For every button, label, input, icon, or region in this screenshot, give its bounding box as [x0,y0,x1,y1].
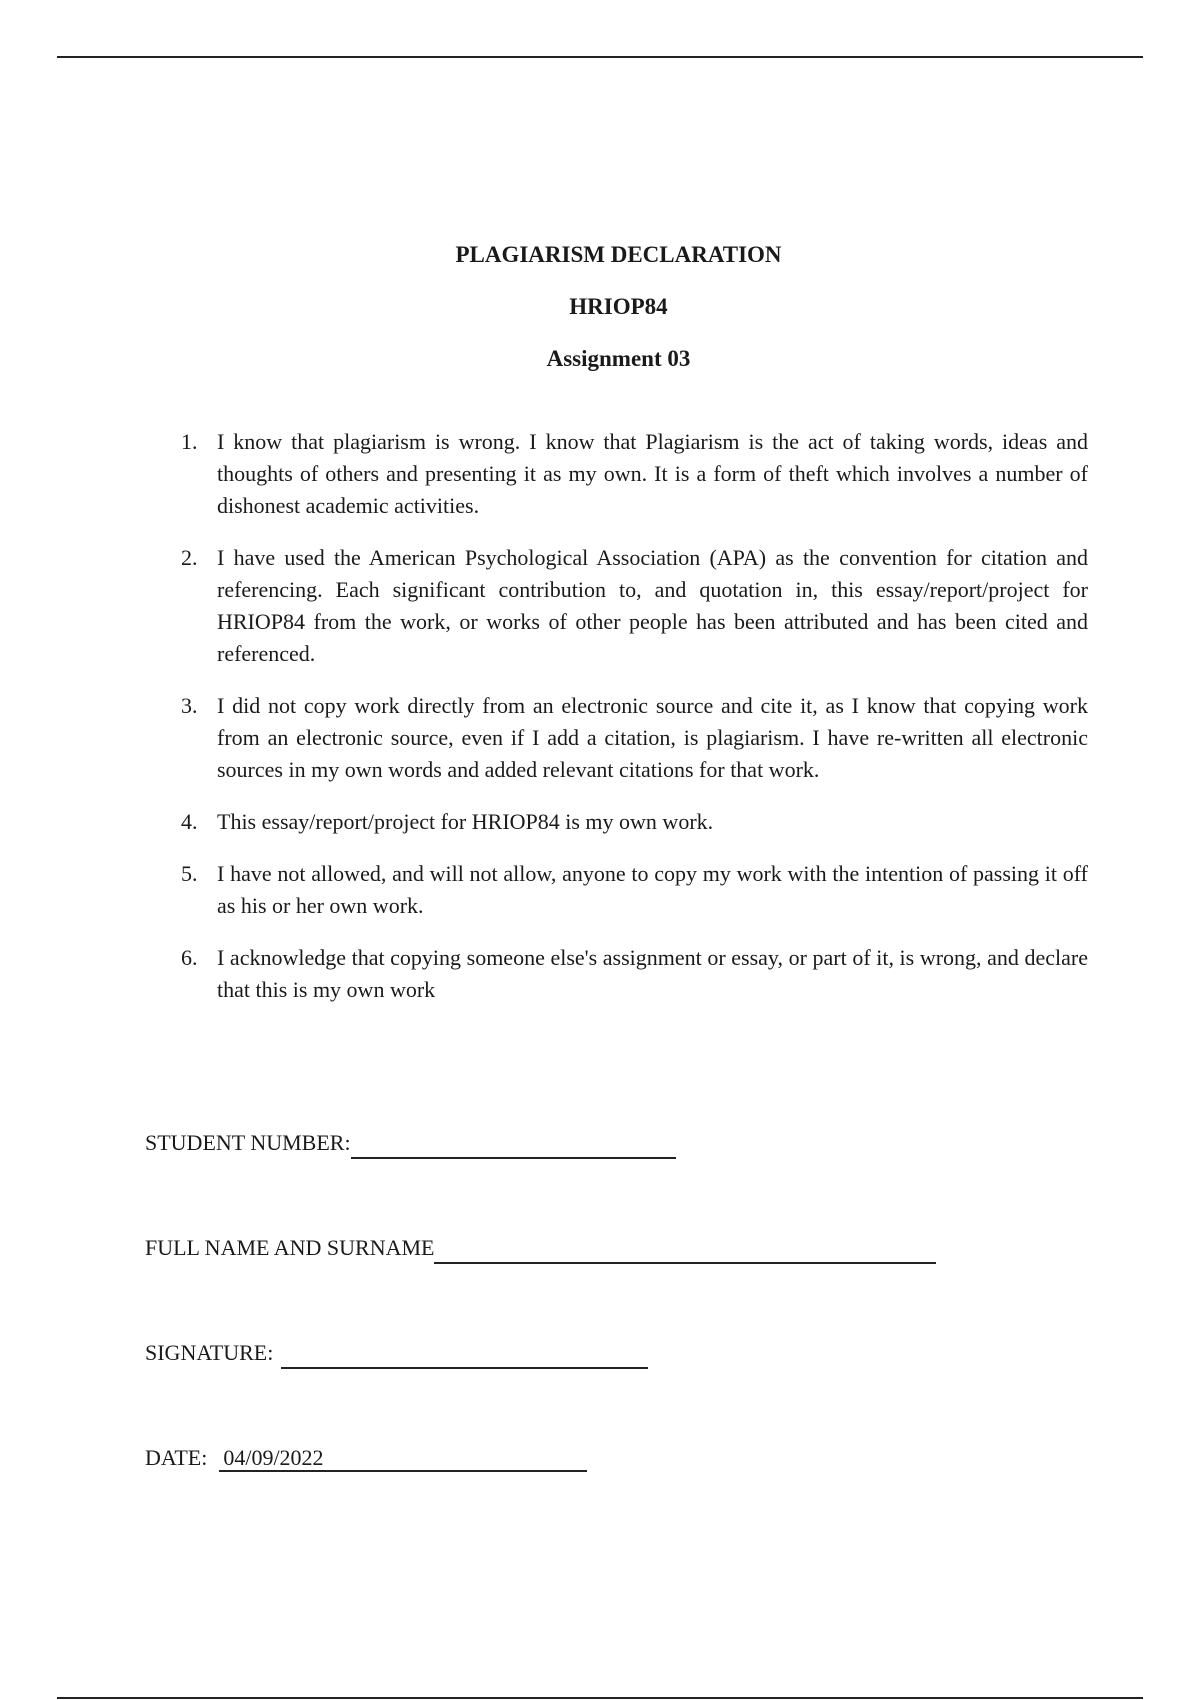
declaration-number: 6. [181,945,198,970]
declaration-number: 5. [181,861,198,886]
declaration-item-4 [176,806,1088,838]
bottom-rule [57,1697,1143,1699]
declaration-number: 4. [181,809,198,834]
declaration-text: I have not allowed, and will not allow, anyone to copy my work with the intention of passing it off as his or her own work. [217,861,1088,918]
declaration-number: 3. [181,693,198,718]
declaration-item-3 [176,690,1088,786]
course-code: HRIOP84 [569,294,668,319]
top-rule [57,56,1143,58]
declaration-text: I did not copy work directly from an electronic source and cite it, as I know that copying work from an electronic source, even if I add a citation, is plagiarism. I have re-written all electronic sources in my own words and added relevant citations for that work. [217,693,1088,782]
declaration-text: I know that plagiarism is wrong. I know that Plagiarism is the act of taking words, ideas and thoughts of others and presenting it as my own. It is a form of theft which involves a number of dishonest academic activities. [217,429,1088,518]
student-number-label: STUDENT NUMBER: [145,1130,351,1155]
document-title: PLAGIARISM DECLARATION [455,242,782,267]
declaration-number: 1. [181,429,198,454]
declaration-text: This essay/report/project for HRIOP84 is my own work. [217,809,714,834]
declaration-item-6 [176,942,1088,1006]
full-name-row [145,1235,936,1340]
signature-row [145,1340,936,1445]
student-number-field[interactable] [351,1130,676,1159]
full-name-field[interactable] [434,1235,936,1264]
signature-field[interactable] [281,1340,648,1369]
document-header [0,241,1200,397]
declaration-text: I have used the American Psychological Association (APA) as the convention for citation and referencing. Each significant contribution to, and quotation in, this essay/report/project for HRIOP84 from the work, or works of other people has been attributed and has been cited and referenced. [217,545,1088,666]
date-field[interactable]: 04/09/2022 [219,1445,587,1472]
date-label: DATE: [145,1445,208,1470]
declaration-text: I acknowledge that copying someone else's assignment or essay, or part of it, is wrong, and declare that this is my own work [217,945,1088,1002]
declaration-item-1 [176,426,1088,522]
signature-block [145,1130,936,1550]
date-row [145,1445,936,1550]
full-name-label: FULL NAME AND SURNAME [145,1235,435,1260]
declaration-item-5 [176,858,1088,922]
assignment-title: Assignment 03 [546,346,691,371]
declaration-number: 2. [181,545,198,570]
declaration-list [176,426,1088,1026]
declaration-item-2 [176,542,1088,670]
student-number-row [145,1130,936,1235]
signature-label: SIGNATURE: [145,1340,274,1365]
